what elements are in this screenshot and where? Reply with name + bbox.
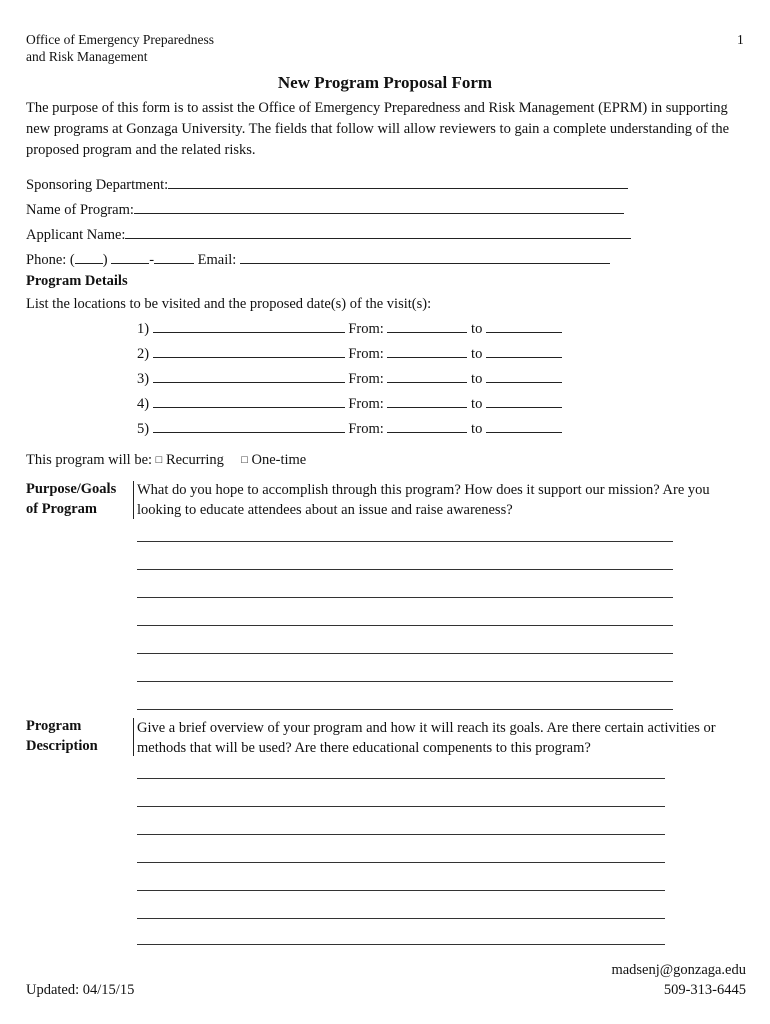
applicant-name-input[interactable] [125,224,631,239]
from-date-input[interactable] [387,393,467,408]
location-row [137,393,562,414]
purpose-answer-line[interactable] [137,625,673,626]
from-date-input[interactable] [387,418,467,433]
phone-paren-close: ) [102,252,108,268]
locations-prompt: List the locations to be visited and the proposed date(s) of the visit(s): [26,296,432,312]
purpose-answer-line[interactable] [137,681,673,682]
recurring-checkbox[interactable]: □ [155,454,163,466]
program-name-field [26,199,624,220]
to-label: to [471,321,483,337]
purpose-answer-line[interactable] [137,541,673,542]
phone-label: Phone: ( [26,252,75,268]
description-answer-line[interactable] [137,806,665,807]
purpose-answer-line[interactable] [137,709,673,710]
phone-dash: - [149,252,155,268]
page-title: New Program Proposal Form [277,73,493,92]
from-date-input[interactable] [387,343,467,358]
location-row [137,318,562,339]
purpose-label-line2: of Program [26,501,97,517]
from-label: From: [348,371,384,387]
from-label: From: [348,321,384,337]
location-row-number: 2) [137,346,150,362]
from-date-input[interactable] [387,318,467,333]
page-number: 1 [737,32,744,47]
program-type-field [26,450,306,470]
location-row-number: 1) [137,321,150,337]
purpose-divider [133,481,134,519]
phone-area-code-input[interactable] [75,249,103,264]
description-answer-line[interactable] [137,890,665,891]
purpose-label-line1: Purpose/Goals [26,481,117,497]
updated-date: Updated: 04/15/15 [26,982,135,998]
location-input[interactable] [153,418,345,433]
location-input[interactable] [153,393,345,408]
description-answer-line[interactable] [137,918,665,919]
location-row [137,343,562,364]
location-input[interactable] [153,343,345,358]
from-label: From: [348,346,384,362]
from-label: From: [348,421,384,437]
description-answer-line[interactable] [137,944,665,945]
sponsoring-department-field [26,174,628,195]
from-label: From: [348,396,384,412]
location-input[interactable] [153,368,345,383]
to-label: to [471,421,483,437]
purpose-answer-line[interactable] [137,569,673,570]
purpose-answer-line[interactable] [137,597,673,598]
description-answer-line[interactable] [137,862,665,863]
program-name-input[interactable] [134,199,624,214]
email-input[interactable] [240,249,610,264]
location-row-number: 5) [137,421,150,437]
location-row [137,418,562,439]
office-name-line2: and Risk Management [26,49,148,64]
to-label: to [471,346,483,362]
office-name-line1: Office of Emergency Preparedness [26,32,215,47]
to-date-input[interactable] [486,343,562,358]
purpose-question: What do you hope to accomplish through this program? How does it support our mission? Are you looking to educate attendees about an issue and raise awareness? [137,482,710,518]
phone-prefix-input[interactable] [111,249,149,264]
phone-email-field [26,249,610,270]
contact-email: madsenj@gonzaga.edu [611,962,746,978]
program-type-label: This program will be: [26,452,153,468]
location-row [137,368,562,389]
location-input[interactable] [153,318,345,333]
description-divider [133,718,134,756]
to-date-input[interactable] [486,368,562,383]
applicant-name-field [26,224,631,245]
sponsoring-department-label: Sponsoring Department: [26,177,169,193]
email-label: Email: [197,252,237,268]
phone-line-input[interactable] [154,249,194,264]
description-answer-line[interactable] [137,778,665,779]
to-label: to [471,396,483,412]
program-name-label: Name of Program: [26,202,134,218]
to-label: to [471,371,483,387]
purpose-answer-line[interactable] [137,653,673,654]
sponsoring-department-input[interactable] [168,174,628,189]
from-date-input[interactable] [387,368,467,383]
description-answer-line[interactable] [137,834,665,835]
intro-paragraph: The purpose of this form is to assist the Office of Emergency Preparedness and Risk Management (EPRM) in supporting new programs at Gonzaga University. The fields that follow will allow reviewers to gain a complete understanding of the proposed program and the related risks. [26,100,730,158]
description-label-line1: Program [26,718,82,734]
contact-phone: 509-313-6445 [663,982,746,998]
to-date-input[interactable] [486,318,562,333]
description-label-line2: Description [26,738,98,754]
program-details-heading: Program Details [26,273,128,289]
to-date-input[interactable] [486,393,562,408]
recurring-label: Recurring [165,452,224,468]
location-row-number: 4) [137,396,150,412]
applicant-name-label: Applicant Name: [26,227,126,243]
description-question: Give a brief overview of your program and how it will reach its goals. Are there certain activities or methods that will be used? Are there educational compenents to this program? [137,720,716,756]
onetime-checkbox[interactable]: □ [241,454,248,466]
location-row-number: 3) [137,371,150,387]
to-date-input[interactable] [486,418,562,433]
onetime-label: One-time [251,452,307,468]
